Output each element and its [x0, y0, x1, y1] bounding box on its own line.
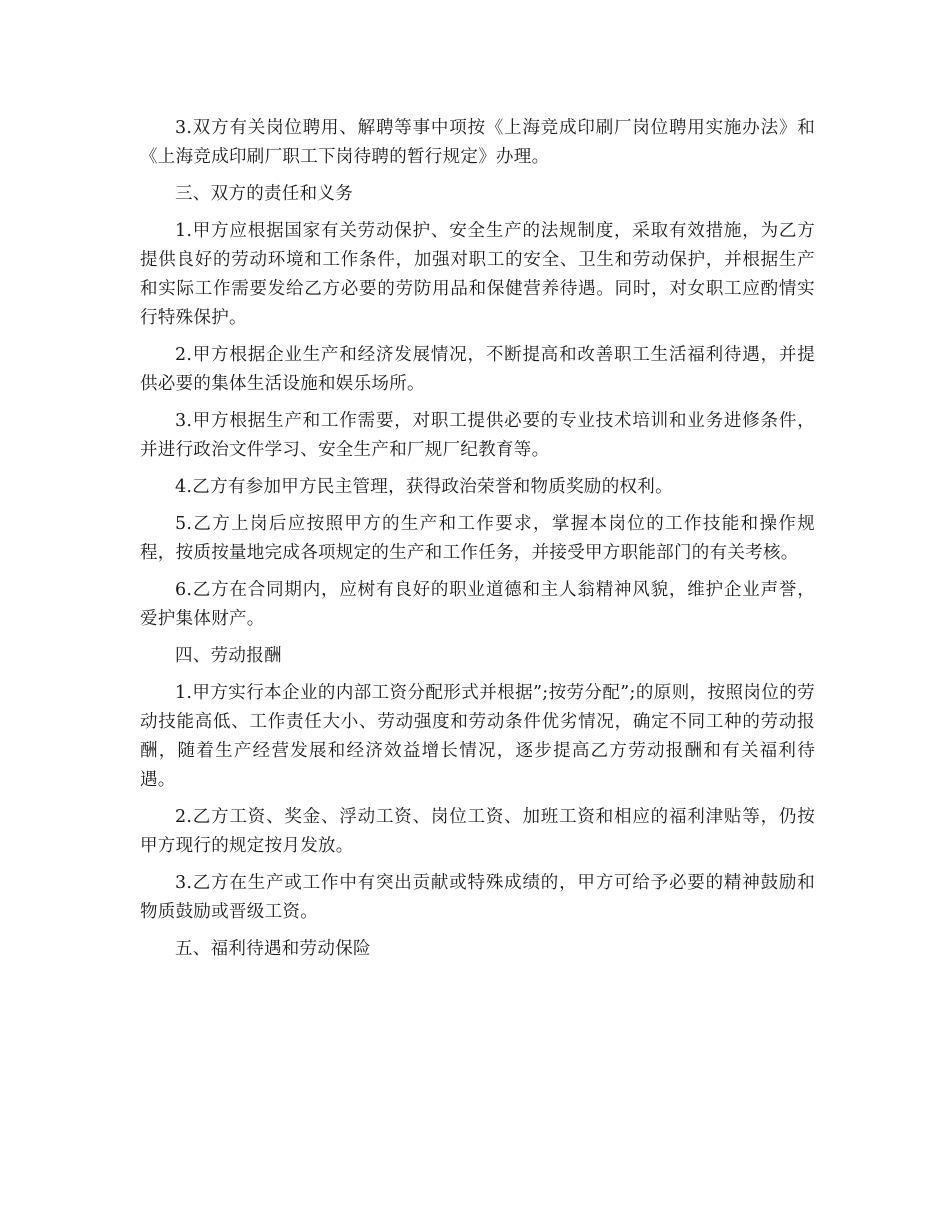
- clause-3-training: 3.甲方根据生产和工作需要，对职工提供必要的专业技术培训和业务进修条件，并进行政治文件学习、安全生产和厂规厂纪教育等。: [140, 411, 815, 460]
- clause-1-wage-distribution: 1.甲方实行本企业的内部工资分配形式并根据”;按劳分配”;的原则，按照岗位的劳动技能高低、工作责任大小、劳动强度和劳动条件优劣情况，确定不同工种的劳动报酬，随着生产经营发展和经济效益增长情况，逐步提高乙方劳动报酬和有关福利待遇。: [140, 683, 815, 790]
- clause-2-wage-payment: 2.乙方工资、奖金、浮动工资、岗位工资、加班工资和相应的福利津贴等，仍按甲方现行的规定按月发放。: [140, 807, 815, 856]
- clause-3-appointment: 3.双方有关岗位聘用、解聘等事中项按《上海竞成印刷厂岗位聘用实施办法》和《上海竞成印刷厂职工下岗待聘的暂行规定》办理。: [140, 118, 815, 167]
- clause-1-labor-protection: 1.甲方应根据国家有关劳动保护、安全生产的法规制度，采取有效措施，为乙方提供良好的劳动环境和工作条件，加强对职工的安全、卫生和劳动保护，并根据生产和实际工作需要发给乙方必要的劳防用品和保健营养待遇。同时，对女职工应酌情实行特殊保护。: [140, 221, 815, 328]
- clause-6-professional-ethics: 6.乙方在合同期内，应树有良好的职业道德和主人翁精神风貌，维护企业声誉，爱护集体财产。: [140, 580, 815, 629]
- section-heading-remuneration: 四、劳动报酬: [175, 646, 282, 666]
- clause-2-welfare: 2.甲方根据企业生产和经济发展情况，不断提高和改善职工生活福利待遇，并提供必要的集体生活设施和娱乐场所。: [140, 345, 815, 394]
- clause-3-rewards: 3.乙方在生产或工作中有突出贡献或特殊成绩的，甲方可给予必要的精神鼓励和物质鼓励或晋级工资。: [140, 873, 815, 922]
- document-body: [140, 114, 815, 972]
- section-heading-responsibilities: 三、双方的责任和义务: [175, 184, 353, 204]
- clause-5-job-requirements: 5.乙方上岗后应按照甲方的生产和工作要求，掌握本岗位的工作技能和操作规程，按质按量地完成各项规定的生产和工作任务，并接受甲方职能部门的有关考核。: [140, 514, 815, 563]
- section-heading-welfare-insurance: 五、福利待遇和劳动保险: [175, 939, 371, 959]
- clause-4-democratic-management: 4.乙方有参加甲方民主管理，获得政治荣誉和物质奖励的权利。: [175, 477, 673, 497]
